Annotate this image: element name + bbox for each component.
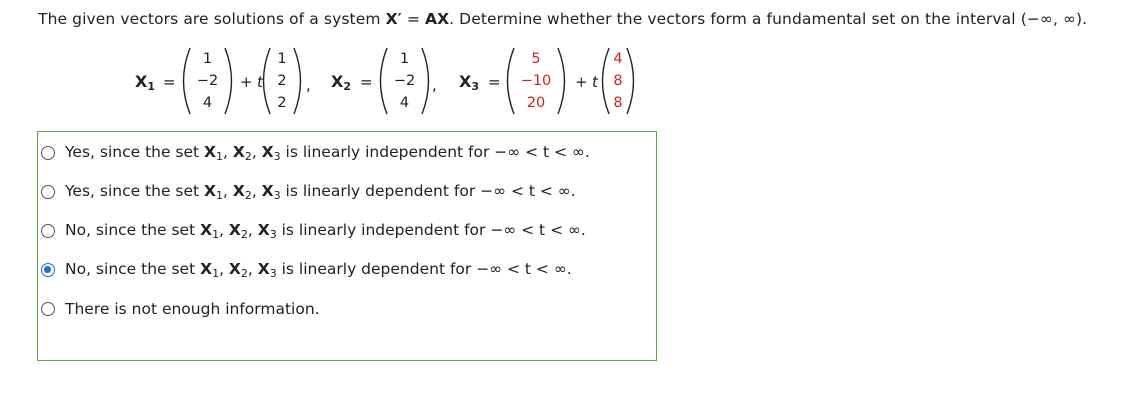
x3-equals: = <box>488 73 501 91</box>
x3-t: t <box>592 73 598 91</box>
radio-button[interactable] <box>41 224 55 238</box>
x2-vector <box>387 50 422 112</box>
x1a-entry-0: 1 <box>202 51 213 67</box>
choice-yes-independent[interactable] <box>41 142 590 164</box>
choice-not-enough-info[interactable] <box>41 298 320 320</box>
x1-equals: = <box>163 73 176 91</box>
x1a-entry-2: 4 <box>202 95 213 111</box>
paren-x1b-right <box>294 48 301 114</box>
x3-vector-a <box>514 50 558 112</box>
choice-label: No, since the set $X_1$, $X_2$, $X_3$ is linearly dependent for −∞ < t < ∞. <box>65 260 572 280</box>
question-pre: The given vectors are solutions of a system <box>38 10 386 28</box>
paren-x1a-right <box>225 48 232 114</box>
radio-button[interactable] <box>41 146 55 160</box>
x2-comma: , <box>432 76 437 94</box>
vector-equations <box>0 36 700 126</box>
x2-entry-1: −2 <box>393 73 416 89</box>
choice-label: Yes, since the set $X_1$, $X_2$, $X_3$ is linearly independent for −∞ < t < ∞. <box>65 143 590 163</box>
x3a-entry-0: 5 <box>531 51 541 67</box>
question-xprime: X′ <box>385 10 402 28</box>
radio-button-selected[interactable] <box>41 263 55 277</box>
radio-button[interactable] <box>41 302 55 316</box>
x1-vector-a <box>190 50 225 112</box>
x1-plus: + <box>240 73 253 91</box>
x2-equals: = <box>360 73 373 91</box>
x1-vector-b <box>270 50 294 112</box>
x2-entry-2: 4 <box>399 95 410 111</box>
x1b-entry-2: 2 <box>277 95 287 111</box>
x1b-entry-1: 2 <box>277 73 287 89</box>
x3-plus: + <box>575 73 588 91</box>
x3-vector-b <box>609 50 627 112</box>
x3-label: $X_3$ <box>459 72 479 93</box>
paren-x2-right <box>422 48 429 114</box>
x1b-entry-0: 1 <box>277 51 287 67</box>
x3b-entry-0: 4 <box>613 51 623 67</box>
choice-label: There is not enough information. <box>65 300 320 318</box>
paren-x3b-right <box>627 48 634 114</box>
answer-box <box>37 131 657 361</box>
x1-comma: , <box>306 76 311 94</box>
radio-button[interactable] <box>41 185 55 199</box>
x3b-entry-1: 8 <box>613 73 623 89</box>
choice-label: No, since the set $X_1$, $X_2$, $X_3$ is linearly independent for −∞ < t < ∞. <box>65 221 586 241</box>
choice-yes-dependent[interactable] <box>41 181 576 203</box>
x1-label: $X_1$ <box>135 72 155 93</box>
x2-entry-0: 1 <box>399 51 410 67</box>
x1a-entry-1: −2 <box>196 73 219 89</box>
question-eq: = <box>401 10 425 28</box>
question-ax: AX <box>424 10 450 28</box>
paren-x3a-right <box>558 48 565 114</box>
x3a-entry-1: −10 <box>520 73 552 89</box>
x1-t: t <box>257 73 263 91</box>
question-post: . Determine whether the vectors form a fundamental set on the interval (−∞, ∞). <box>449 10 1088 28</box>
choice-label: Yes, since the set $X_1$, $X_2$, $X_3$ is linearly dependent for −∞ < t < ∞. <box>65 182 576 202</box>
choice-no-dependent[interactable] <box>41 259 572 281</box>
x2-label: $X_2$ <box>331 72 351 93</box>
question-text <box>38 10 1087 28</box>
choice-no-independent[interactable] <box>41 220 586 242</box>
x3a-entry-2: 20 <box>526 95 546 111</box>
x3b-entry-2: 8 <box>613 95 623 111</box>
